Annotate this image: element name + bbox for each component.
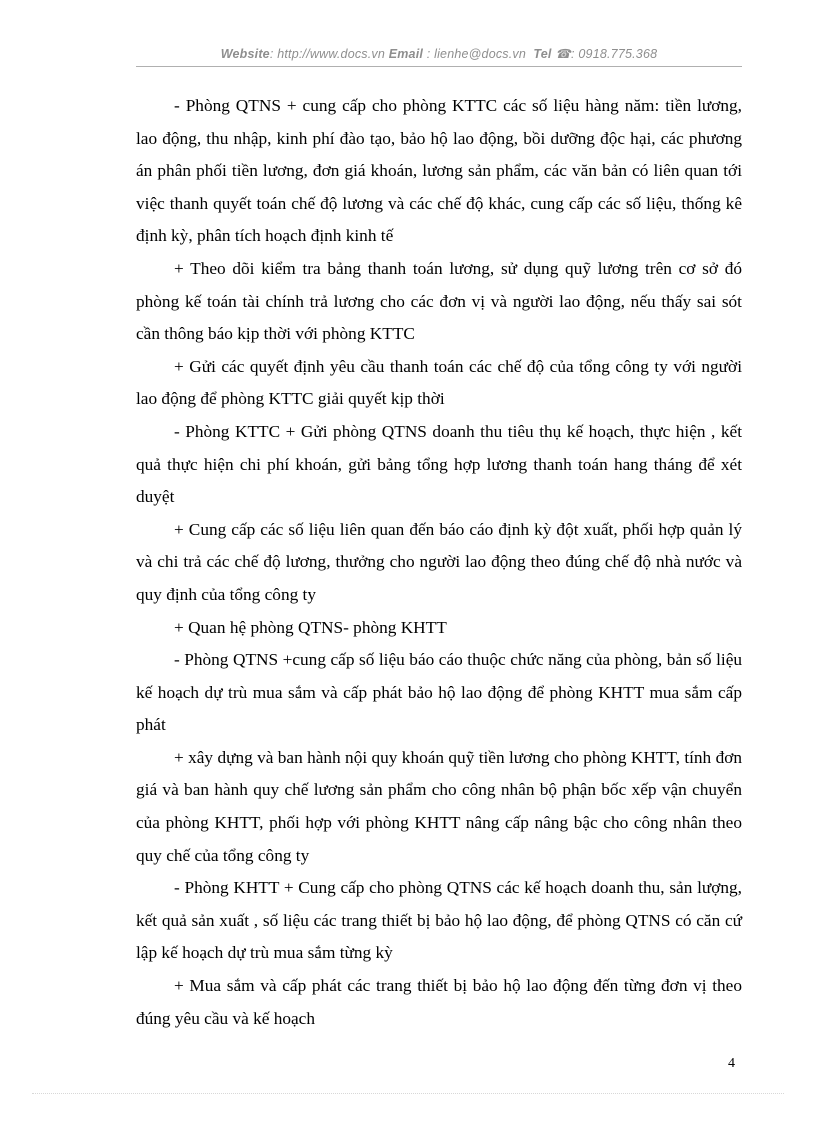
website-url: http://www.docs.vn xyxy=(277,47,386,61)
paragraph: + Cung cấp các số liệu liên quan đến báo cáo định kỳ đột xuất, phối hợp quản lý và chi trả các chế độ lương, thưởng cho người lao động theo đúng chế độ nhà nước và quy định của tổng công ty xyxy=(136,519,742,604)
footer-divider xyxy=(32,1093,784,1094)
paragraph: - Phòng QTNS + cung cấp cho phòng KTTC các số liệu hàng năm: tiền lương, lao động, thu nhập, kinh phí đào tạo, bảo hộ lao động, bồi dưỡng độc hại, các phương án phân phối tiền lương, đơn giá khoán, lương sản phẩm, các văn bản có liên quan tới việc thanh quyết toán chế độ lương và các chế độ khác, cung cấp các số liệu, thống kê định kỳ, phân tích hoạch định kinh tế xyxy=(136,96,742,246)
tel-label: Tel xyxy=(533,47,552,61)
paragraph: + Gửi các quyết định yêu cầu thanh toán các chế độ của tổng công ty với người lao động để phòng KTTC giải quyết kịp thời xyxy=(136,356,742,409)
paragraph: + Theo dõi kiểm tra bảng thanh toán lương, sử dụng quỹ lương trên cơ sở đó phòng kế toán tài chính trả lương cho các đơn vị và người lao động, nếu thấy sai sót cần thông báo kịp thời với phòng KTTC xyxy=(136,258,742,344)
website-sep: : xyxy=(269,47,278,61)
tel-value: 0918.775.368 xyxy=(578,47,658,61)
paragraph: + Mua sắm và cấp phát các trang thiết bị bảo hộ lao động đến từng đơn vị theo đúng yêu cầu và kế hoạch xyxy=(136,976,742,1028)
document-body xyxy=(136,90,742,1035)
email-value: lienhe@docs.vn xyxy=(434,47,527,61)
email-label: Email xyxy=(388,47,424,61)
page-header xyxy=(136,46,742,61)
paragraph: + Quan hệ phòng QTNS- phòng KHTT xyxy=(174,617,447,637)
tel-sep: ☎: xyxy=(551,47,579,61)
header-divider xyxy=(136,66,742,67)
page-number: 4 xyxy=(728,1056,735,1071)
paragraph: - Phòng QTNS +cung cấp số liệu báo cáo thuộc chức năng của phòng, bản số liệu kế hoạch dự trù mua sắm và cấp phát bảo hộ lao động để phòng KHTT mua sắm cấp phát xyxy=(136,650,742,735)
paragraph: - Phòng KHTT + Cung cấp cho phòng QTNS các kế hoạch doanh thu, sản lượng, kết quả sản xuất , số liệu các trang thiết bị bảo hộ lao động, để phòng QTNS có căn cứ lập kế hoạch dự trù mua sắm từng kỳ xyxy=(136,878,742,963)
paragraph: + xây dựng và ban hành nội quy khoán quỹ tiền lương cho phòng KHTT, tính đơn giá và ban hành quy chế lương sản phẩm cho công nhân bộ phận bốc xếp vận chuyển của phòng KHTT, phối hợp với phòng KHTT nâng cấp nâng bậc cho công nhân theo quy chế của tổng công ty xyxy=(136,747,742,865)
email-sep: : xyxy=(423,47,435,61)
paragraph: - Phòng KTTC + Gửi phòng QTNS doanh thu tiêu thụ kế hoạch, thực hiện , kết quả thực hiện chi phí khoán, gửi bảng tổng hợp lương thanh toán hang tháng để xét duyệt xyxy=(136,421,742,507)
website-label: Website xyxy=(220,47,270,61)
